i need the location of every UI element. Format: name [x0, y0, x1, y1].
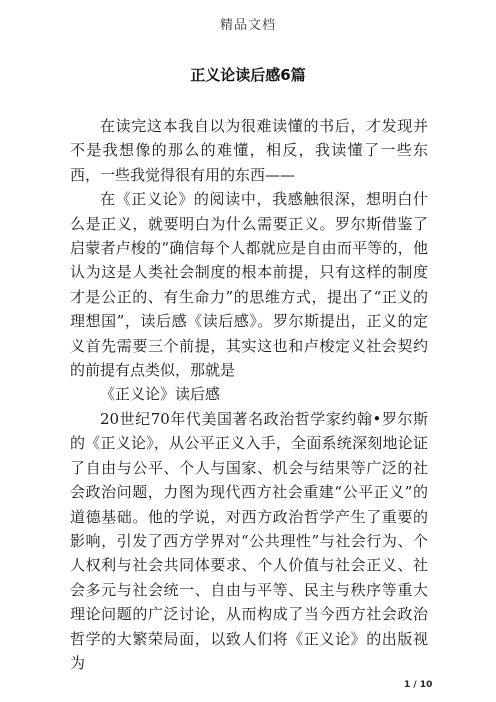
paragraph-4: 20世纪70年代美国著名政治哲学家约翰•罗尔斯的《正义论》，从公平正义入手，全面系统深刻地论证了自由与公平、个人与国家、机会与结果等广泛的社会政治问题，力图为现代西方社会重建“公平正义”的道德基础。他的学说，对西方政治哲学产生了重要的影响，引发了西方学界对“公共理性”与社会行为、个人权利与社会共同体要求、个人价值与社会正义、社会多元与社会统一、自由与平等、民主与秩序等重大理论问题的广泛讨论，从而构成了当今西方社会政治哲学的大繁荣局面，以致人们将《正义论》的出版视为 [70, 409, 428, 672]
paragraph-1: 在读完这本我自以为很难读懂的书后，才发现并不是我想像的那么的难懂，相反，我读懂了一些东西，一些我觉得很有用的东西—— [70, 117, 428, 184]
paragraph-2: 在《正义论》的阅读中，我感触很深，想明白什么是正义，就要明白为什么需要正义。罗尔斯借鉴了启蒙者卢梭的“确信每个人都就应是自由而平等的，他认为这是人类社会制度的根本前提，只有这样的制度才是公正的、有生命力”的思维方式，提出了“正义的理想国”，读后感《读后感》。罗尔斯提出，正义的定义首先需要三个前提，其实这也和卢梭定义社会契约的前提有点类似，那就是 [70, 190, 428, 380]
paragraph-3: 《正义论》读后感 [100, 385, 221, 404]
document-header: 精品文档 [219, 18, 276, 33]
document-title: 正义论读后感6篇 [190, 66, 306, 84]
document-body [70, 114, 428, 675]
page-number: 1 / 10 [404, 680, 433, 690]
